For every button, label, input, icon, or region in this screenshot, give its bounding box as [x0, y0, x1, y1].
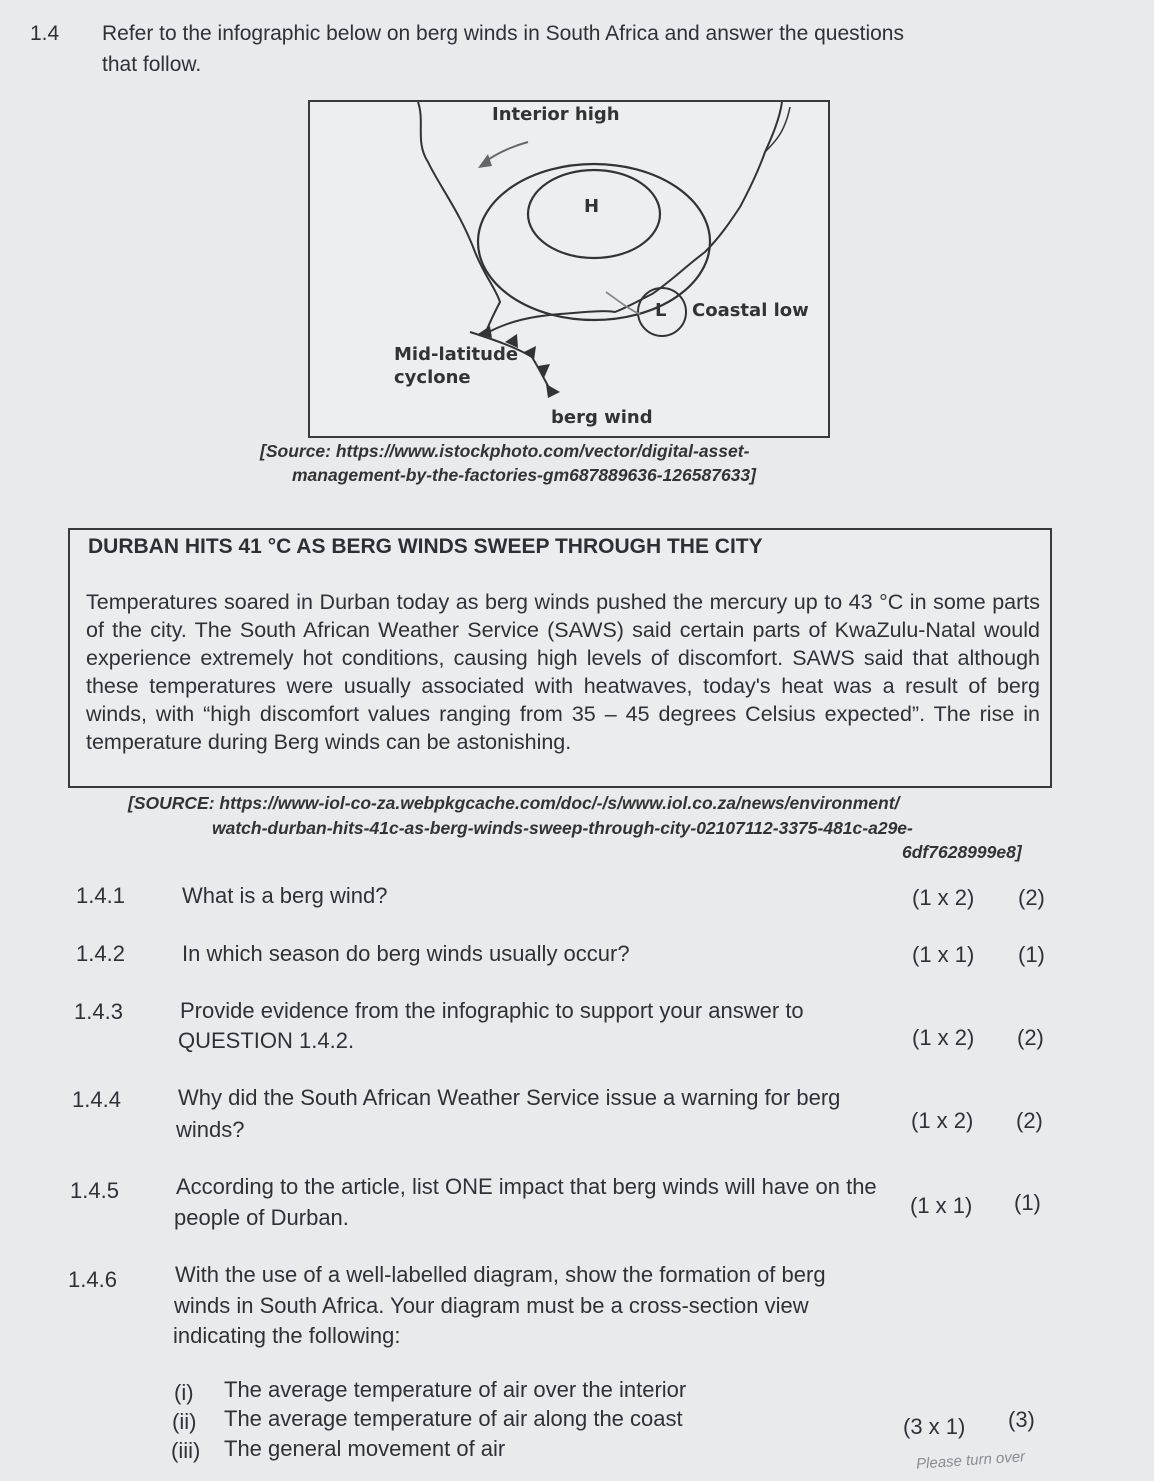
- subquestion-number: 1.4.2: [76, 941, 125, 966]
- label-high-pressure: H: [584, 196, 600, 217]
- question-number: 1.4: [30, 22, 60, 45]
- label-cyclone: cyclone: [394, 367, 471, 388]
- question-intro-line2: that follow.: [102, 53, 202, 76]
- label-interior-high: Interior high: [492, 104, 620, 125]
- list-item-roman: (iii): [171, 1438, 201, 1463]
- subquestion-number: 1.4.3: [74, 999, 123, 1024]
- list-item-roman: (ii): [172, 1409, 197, 1434]
- question-intro-line1: Refer to the infographic below on berg winds in South Africa and answer the questions: [102, 22, 904, 45]
- mark-total: (3): [1008, 1407, 1035, 1432]
- subquestion-text-line1: With the use of a well-labelled diagram, show the formation of berg: [175, 1262, 826, 1287]
- article-source-line2: watch-durban-hits-41c-as-berg-winds-sweep-through-city-02107112-3375-481c-a29e-: [212, 818, 913, 838]
- mark-total: (1): [1014, 1190, 1041, 1215]
- label-berg-wind: berg wind: [551, 407, 653, 428]
- mark-total: (2): [1016, 1108, 1043, 1133]
- article-body: Temperatures soared in Durban today as berg winds pushed the mercury up to 43 °C in some parts of the city. The South African Weather Service (SAWS) said certain parts of KwaZulu-Natal would experience extremely hot conditions, causing high levels of discomfort. SAWS said that although these temperatures were usually associated with heatwaves, today's heat was a result of berg winds, with “high discomfort values ranging from 35 – 45 degrees Celsius expected”. The rise in temperature during Berg winds can be astonishing.: [86, 590, 1040, 754]
- article-source-line3: 6df7628999e8]: [902, 842, 1022, 862]
- mark-calculation: (1 x 2): [912, 885, 975, 910]
- subquestion-number: 1.4.1: [76, 883, 125, 908]
- mark-total: (1): [1018, 942, 1045, 967]
- subquestion-text-line2: winds in South Africa. Your diagram must be a cross-section view: [174, 1293, 809, 1318]
- list-item-roman: (i): [174, 1380, 194, 1405]
- subquestion-text-line1: Why did the South African Weather Service issue a warning for berg: [178, 1085, 841, 1110]
- subquestion-number: 1.4.4: [72, 1087, 121, 1112]
- subquestion-text-line3: indicating the following:: [173, 1323, 401, 1348]
- question-intro: [102, 18, 1062, 80]
- infographic-source-line1: [Source: https://www.istockphoto.com/vector/digital-asset-: [260, 441, 750, 461]
- label-mid-latitude: Mid-latitude: [394, 344, 519, 365]
- list-item-text: The general movement of air: [224, 1436, 506, 1461]
- page-footer: Please turn over: [915, 1448, 1026, 1473]
- circulation-arrowhead: [478, 154, 492, 168]
- mark-calculation: (1 x 1): [910, 1193, 973, 1218]
- label-coastal-low: Coastal low: [692, 300, 809, 321]
- list-item-text: The average temperature of air over the interior: [224, 1377, 687, 1402]
- mark-total: (2): [1017, 1025, 1044, 1050]
- map-drawing: [310, 102, 828, 436]
- subquestion-text: In which season do berg winds usually occur?: [182, 941, 630, 966]
- subquestion-text-line2: winds?: [176, 1117, 245, 1142]
- subquestion-text-line2: QUESTION 1.4.2.: [178, 1028, 355, 1053]
- infographic-source-line2: management-by-the-factories-gm687889636-126587633]: [292, 465, 756, 485]
- subquestion-number: 1.4.6: [68, 1267, 117, 1292]
- front-triangle: [524, 346, 536, 360]
- subquestion-text-line2: people of Durban.: [174, 1205, 349, 1230]
- front-arrowhead: [546, 384, 560, 398]
- article-source-line1: [SOURCE: https://www-iol-co-za.webpkgcache.com/doc/-/s/www.iol.co.za/news/environment/: [128, 793, 900, 813]
- subquestion-text-line1: According to the article, list ONE impact that berg winds will have on the: [176, 1174, 877, 1199]
- subquestion-text-line1: Provide evidence from the infographic to support your answer to: [180, 998, 804, 1023]
- list-item-text: The average temperature of air along the coast: [224, 1406, 683, 1431]
- article-box: [68, 528, 1052, 788]
- label-low-pressure: L: [655, 300, 667, 321]
- subquestion-number: 1.4.5: [70, 1178, 119, 1203]
- mark-calculation: (3 x 1): [903, 1414, 966, 1439]
- infographic-map: [308, 100, 830, 438]
- article-headline: DURBAN HITS 41 °C AS BERG WINDS SWEEP THROUGH THE CITY: [88, 535, 763, 558]
- mark-calculation: (1 x 2): [912, 1025, 975, 1050]
- mark-total: (2): [1018, 885, 1045, 910]
- outer-isobar: [478, 164, 710, 320]
- subquestion-text: What is a berg wind?: [182, 883, 388, 908]
- mark-calculation: (1 x 1): [912, 942, 975, 967]
- mark-calculation: (1 x 2): [911, 1108, 974, 1133]
